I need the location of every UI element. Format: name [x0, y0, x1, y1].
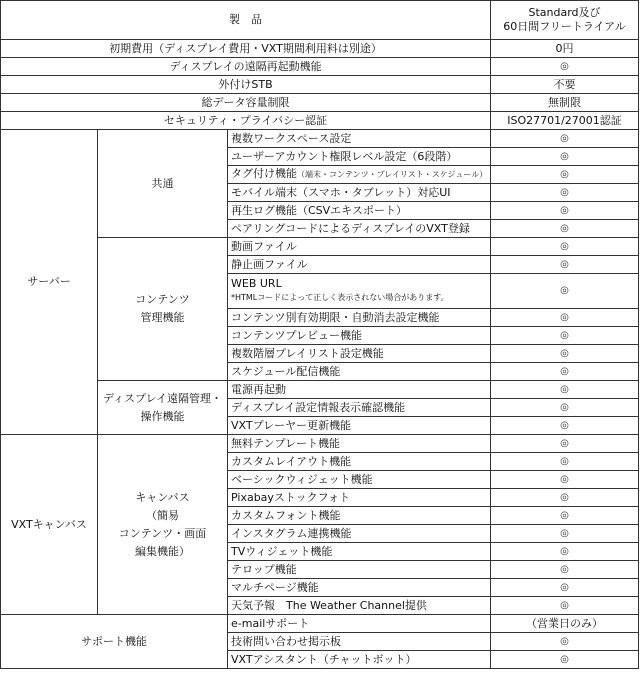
- feature-value: ◎: [491, 399, 639, 417]
- feature-label: Pixabayストックフォト: [228, 489, 491, 507]
- feature-label: VXTアシスタント（チャットボット）: [228, 651, 491, 669]
- feature-label: 動画ファイル: [228, 238, 491, 256]
- top-row-label: 外付けSTB: [1, 76, 491, 94]
- feature-value: ◎: [491, 579, 639, 597]
- feature-label: WEB URL: [231, 277, 282, 290]
- feature-label: e-mailサポート: [228, 615, 491, 633]
- feature-label: マルチページ機能: [228, 579, 491, 597]
- group-content-title-line1: コンテンツ: [135, 293, 190, 306]
- feature-label: 電源再起動: [228, 381, 491, 399]
- top-row-label: ディスプレイの遠隔再起動機能: [1, 58, 491, 76]
- feature-row: [1, 435, 639, 453]
- feature-label: 静止画ファイル: [228, 256, 491, 274]
- top-row: [1, 40, 639, 58]
- group-canvas-title-line1: キャンバス: [135, 490, 190, 504]
- section-canvas-title: VXTキャンバス: [1, 435, 98, 615]
- header-plan-line2: 60日間フリートライアル: [503, 20, 626, 33]
- feature-value: ◎: [491, 220, 639, 238]
- top-row-value: 不要: [491, 76, 639, 94]
- feature-value: ◎: [491, 471, 639, 489]
- feature-value: ◎: [491, 256, 639, 274]
- group-canvas-title-line3: コンテンツ・画面: [118, 526, 207, 540]
- feature-value: ◎: [491, 274, 639, 309]
- top-row-value: 無制限: [491, 94, 639, 112]
- feature-value: ◎: [491, 417, 639, 435]
- feature-cell: [228, 166, 491, 184]
- feature-value: ◎: [491, 453, 639, 471]
- feature-value: ◎: [491, 345, 639, 363]
- top-row-value: ISO27701/27001認証: [491, 112, 639, 130]
- feature-value: ◎: [491, 651, 639, 669]
- feature-value: ◎: [491, 633, 639, 651]
- feature-value: ◎: [491, 166, 639, 184]
- feature-label: ディスプレイ設定情報表示確認機能: [228, 399, 491, 417]
- feature-label: コンテンツ別有効期限・自動消去設定機能: [228, 309, 491, 327]
- top-row: [1, 112, 639, 130]
- feature-value: ◎: [491, 543, 639, 561]
- top-row-label: 初期費用（ディスプレイ費用・VXT期間利用料は別途）: [1, 40, 491, 58]
- feature-label: 再生ログ機能（CSVエキスポート）: [228, 202, 491, 220]
- feature-label: 無料テンプレート機能: [228, 435, 491, 453]
- feature-label: 天気予報 The Weather Channel提供: [228, 597, 491, 615]
- feature-label: ユーザーアカウント権限レベル設定（6段階）: [228, 148, 491, 166]
- feature-label: 複数ワークスペース設定: [228, 130, 491, 148]
- group-remote-title-line1: ディスプレイ遠隔管理・: [102, 391, 223, 405]
- feature-value: ◎: [491, 561, 639, 579]
- group-common-title: 共通: [98, 130, 228, 238]
- feature-value: ◎: [491, 238, 639, 256]
- feature-value: ◎: [491, 489, 639, 507]
- group-content-title-line2: 管理機能: [140, 311, 185, 324]
- feature-value: ◎: [491, 381, 639, 399]
- group-canvas-title-line2: （簡易: [146, 508, 179, 522]
- header-product: 製 品: [1, 1, 491, 40]
- feature-label: インスタグラム連携機能: [228, 525, 491, 543]
- feature-value: （営業日のみ）: [491, 615, 639, 633]
- header-row: [1, 1, 639, 40]
- group-canvas-title: [98, 435, 228, 615]
- feature-label: テロップ機能: [228, 561, 491, 579]
- feature-label: VXTプレーヤー更新機能: [228, 417, 491, 435]
- feature-value: ◎: [491, 148, 639, 166]
- feature-value: ◎: [491, 363, 639, 381]
- feature-label: スケジュール配信機能: [228, 363, 491, 381]
- feature-value: ◎: [491, 525, 639, 543]
- section-support-title: サポート機能: [1, 615, 228, 669]
- feature-label: ペアリングコードによるディスプレイのVXT登録: [228, 220, 491, 238]
- feature-value: ◎: [491, 202, 639, 220]
- group-canvas-title-line4: 編集機能）: [135, 544, 190, 558]
- top-row-label: セキュリティ・プライバシー認証: [1, 112, 491, 130]
- feature-row: [1, 130, 639, 148]
- header-plan: [491, 1, 639, 40]
- feature-label: カスタムフォント機能: [228, 507, 491, 525]
- feature-note: （端末・コンテンツ・プレイリスト・スケジュール）: [297, 170, 488, 179]
- feature-value: ◎: [491, 435, 639, 453]
- feature-label: ベーシックウィジェット機能: [228, 471, 491, 489]
- feature-label: 複数階層プレイリスト設定機能: [228, 345, 491, 363]
- feature-label: タグ付け機能: [231, 167, 297, 180]
- feature-value: ◎: [491, 327, 639, 345]
- feature-label: コンテンツプレビュー機能: [228, 327, 491, 345]
- top-row-value: 0円: [491, 40, 639, 58]
- feature-label: カスタムレイアウト機能: [228, 453, 491, 471]
- feature-cell: [228, 274, 491, 309]
- feature-row: [1, 615, 639, 633]
- feature-value: ◎: [491, 184, 639, 202]
- section-server-title: サーバー: [1, 130, 98, 435]
- feature-value: ◎: [491, 597, 639, 615]
- group-remote-title-line2: 操作機能: [140, 409, 185, 423]
- header-plan-line1: Standard及び: [528, 6, 601, 19]
- feature-value: ◎: [491, 507, 639, 525]
- group-remote-title: [98, 381, 228, 435]
- feature-label: TVウィジェット機能: [228, 543, 491, 561]
- feature-label: 技術問い合わせ掲示板: [228, 633, 491, 651]
- group-content-title: [98, 238, 228, 381]
- top-row-value: ◎: [491, 58, 639, 76]
- feature-note: *HTMLコードによって正しく表示されない場合があります。: [231, 293, 449, 302]
- top-row-label: 総データ容量制限: [1, 94, 491, 112]
- feature-label: モバイル端末（スマホ・タブレット）対応UI: [228, 184, 491, 202]
- top-row: [1, 94, 639, 112]
- top-row: [1, 76, 639, 94]
- top-row: [1, 58, 639, 76]
- feature-value: ◎: [491, 130, 639, 148]
- feature-value: ◎: [491, 309, 639, 327]
